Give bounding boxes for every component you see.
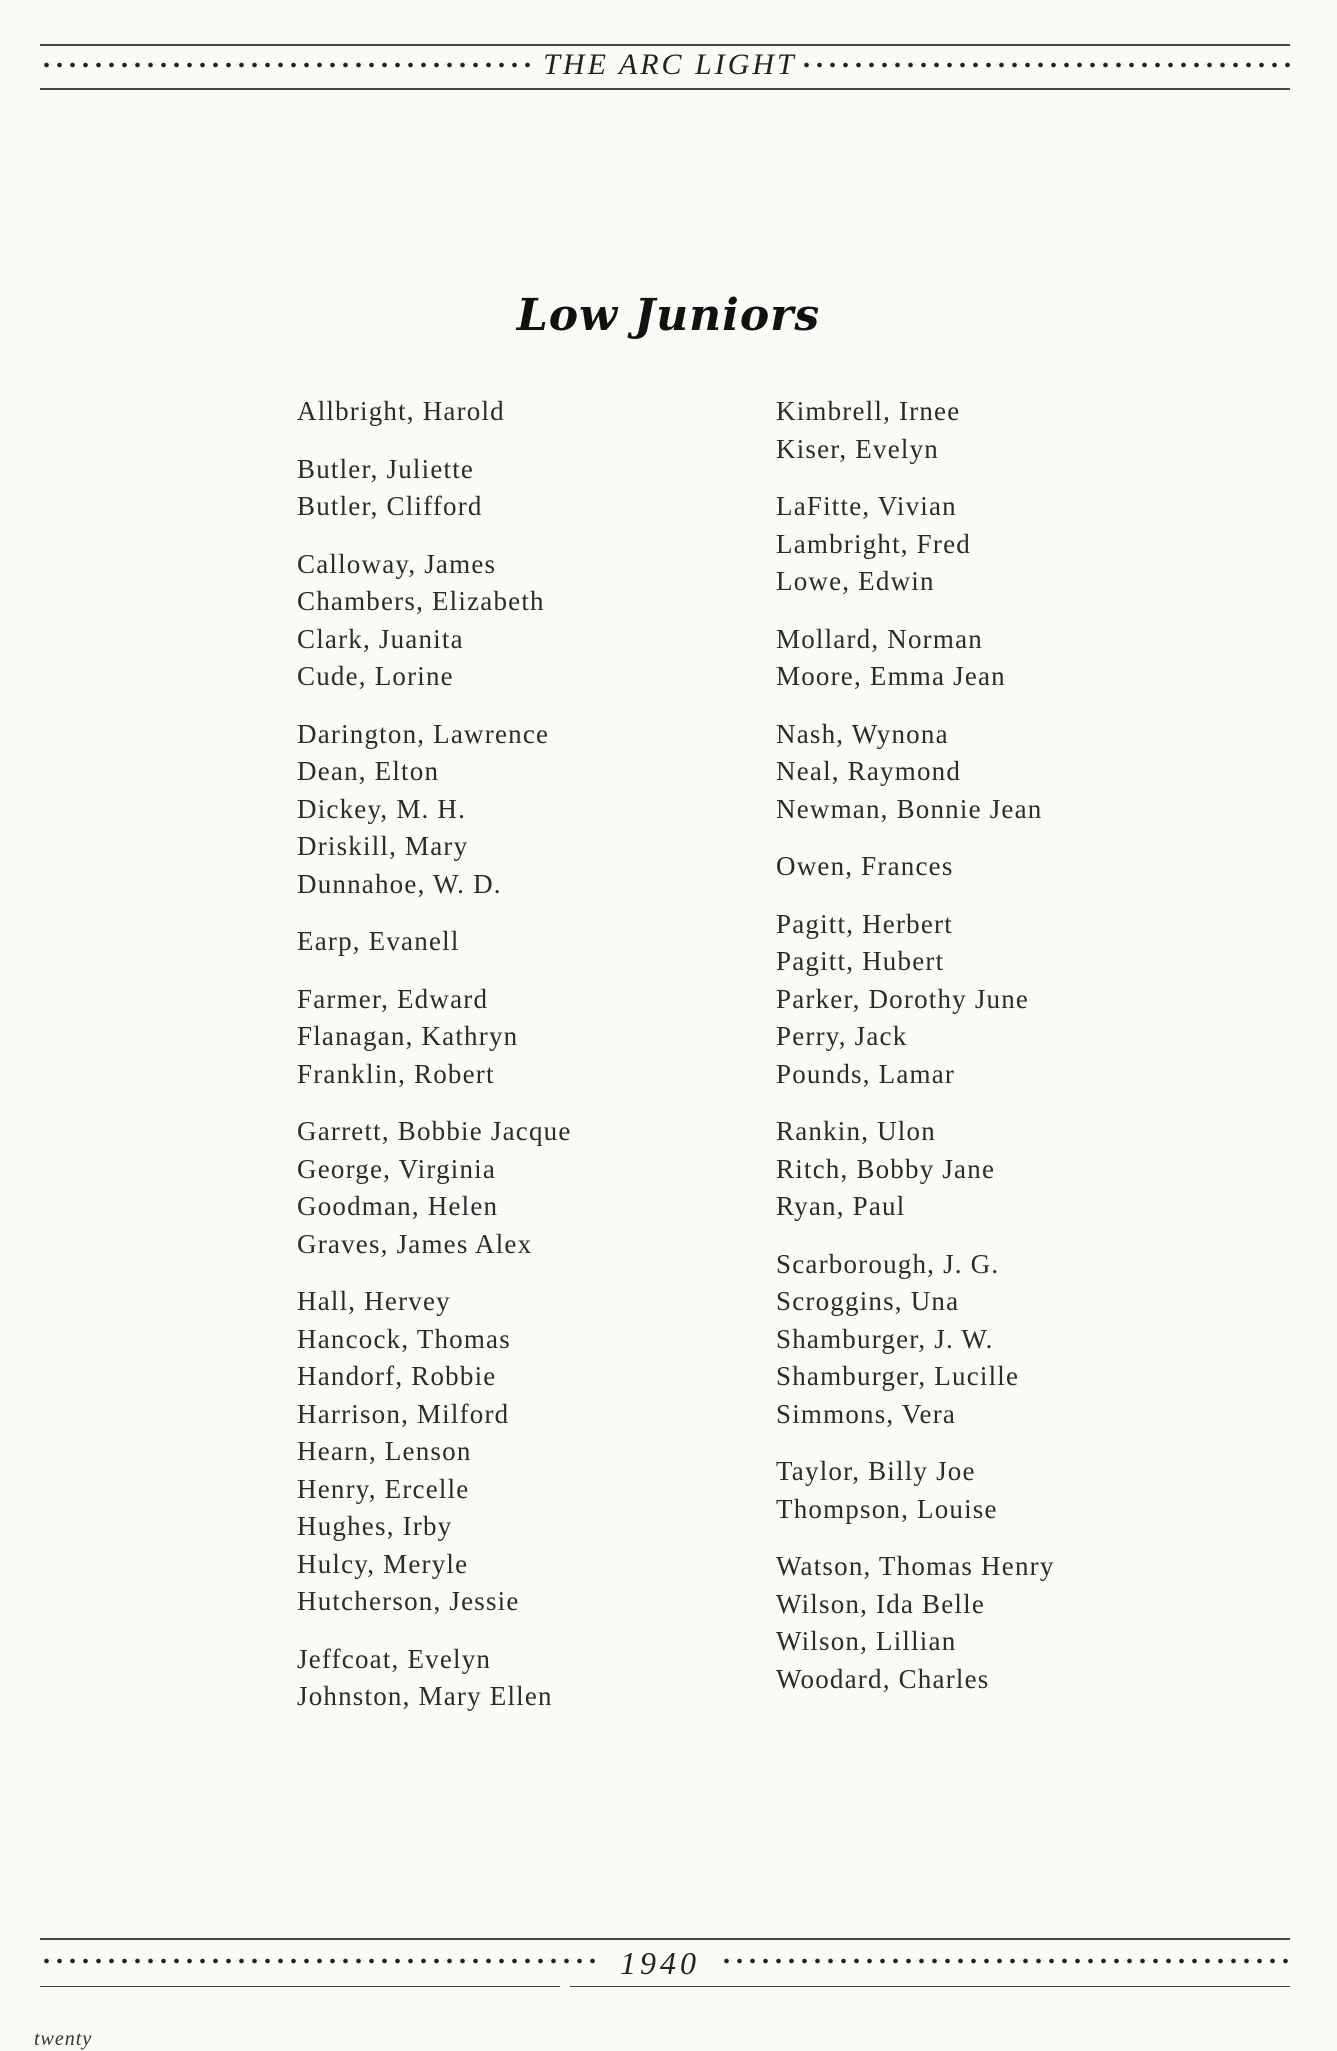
student-name: Dickey, M. H. <box>297 793 467 824</box>
student-name: Shamburger, Lucille <box>776 1361 1020 1391</box>
page-title: Low Juniors <box>516 290 821 341</box>
student-name: Dunnahoe, W. D. <box>297 868 502 899</box>
name-group <box>776 906 1055 1094</box>
student-name: Darington, Lawrence <box>297 718 550 749</box>
student-name: Hutcherson, Jessie <box>297 1586 520 1616</box>
left-name-column <box>297 393 572 1736</box>
student-name: Scarborough, J. G. <box>776 1248 1000 1279</box>
running-head: THE ARC LIGHT <box>543 48 797 81</box>
student-name: Moore, Emma Jean <box>776 661 1006 691</box>
student-name: Wilson, Ida Belle <box>776 1588 986 1619</box>
student-name: Lowe, Edwin <box>776 566 935 596</box>
student-name: Allbright, Harold <box>297 396 505 426</box>
student-name: Rankin, Ulon <box>776 1116 936 1146</box>
student-name: Goodman, Helen <box>297 1191 499 1221</box>
student-name: Mollard, Norman <box>776 623 983 654</box>
student-name: Hulcy, Meryle <box>297 1548 469 1579</box>
header-dotted-rule-left <box>40 62 535 68</box>
student-name: Jeffcoat, Evelyn <box>297 1643 492 1674</box>
student-name: Parker, Dorothy June <box>776 983 1030 1014</box>
student-name: Johnston, Mary Ellen <box>297 1681 553 1711</box>
name-group <box>776 1246 1055 1434</box>
name-group <box>776 1113 1055 1226</box>
student-name: Henry, Ercelle <box>297 1473 470 1504</box>
student-name: Kiser, Evelyn <box>776 433 939 464</box>
student-name: Pagitt, Hubert <box>776 946 945 976</box>
student-name: Cude, Lorine <box>297 661 454 691</box>
footer-dotted-rule-right <box>720 1958 1290 1964</box>
name-group <box>297 1113 572 1263</box>
name-group <box>776 1453 1055 1528</box>
name-group <box>297 923 572 961</box>
student-name: Newman, Bonnie Jean <box>776 793 1043 824</box>
name-group <box>297 1283 572 1621</box>
student-name: Scroggins, Una <box>776 1286 960 1316</box>
student-name: George, Virginia <box>297 1153 497 1184</box>
header-bottom-rule <box>40 88 1290 90</box>
student-name: Driskill, Mary <box>297 831 469 861</box>
name-group <box>297 1641 572 1716</box>
student-name: Farmer, Edward <box>297 983 489 1014</box>
student-name: Ryan, Paul <box>776 1191 906 1221</box>
name-group <box>297 451 572 526</box>
student-name: Taylor, Billy Joe <box>776 1456 976 1486</box>
header-top-rule <box>40 44 1290 46</box>
student-name: Graves, James Alex <box>297 1228 533 1259</box>
student-name: Harrison, Milford <box>297 1398 510 1429</box>
footer-top-rule <box>40 1938 1290 1940</box>
student-name: Woodard, Charles <box>776 1663 990 1694</box>
student-name: Pagitt, Herbert <box>776 908 953 939</box>
page-number-label: twenty <box>34 2028 93 2050</box>
student-name: Simmons, Vera <box>776 1398 957 1429</box>
student-name: Hall, Hervey <box>297 1286 451 1316</box>
student-name: Neal, Raymond <box>776 756 962 786</box>
right-name-column <box>776 393 1055 1718</box>
student-name: Owen, Frances <box>776 851 954 881</box>
student-name: LaFitte, Vivian <box>776 491 957 521</box>
name-group <box>776 488 1055 601</box>
student-name: Lambright, Fred <box>776 528 971 559</box>
student-name: Watson, Thomas Henry <box>776 1551 1055 1581</box>
student-name: Hughes, Irby <box>297 1511 453 1541</box>
name-group <box>776 716 1055 829</box>
student-name: Garrett, Bobbie Jacque <box>297 1116 572 1146</box>
header-dotted-rule-right <box>800 62 1290 68</box>
footer-bottom-rule <box>40 1986 560 1987</box>
name-group <box>776 1548 1055 1698</box>
name-group <box>776 393 1055 468</box>
student-name: Kimbrell, Irnee <box>776 396 961 426</box>
student-name: Wilson, Lillian <box>776 1626 957 1656</box>
publication-year: 1940 <box>620 1945 700 1981</box>
student-name: Earp, Evanell <box>297 926 460 956</box>
student-name: Chambers, Elizabeth <box>297 586 545 616</box>
student-name: Hearn, Lenson <box>297 1436 472 1466</box>
name-group <box>776 621 1055 696</box>
student-name: Flanagan, Kathryn <box>297 1021 519 1051</box>
student-name: Ritch, Bobby Jane <box>776 1153 996 1184</box>
student-name: Pounds, Lamar <box>776 1058 956 1089</box>
student-name: Hancock, Thomas <box>297 1323 511 1354</box>
student-name: Shamburger, J. W. <box>776 1323 994 1354</box>
name-group <box>297 716 572 904</box>
name-group <box>776 848 1055 886</box>
student-name: Butler, Clifford <box>297 491 483 521</box>
student-name: Clark, Juanita <box>297 623 464 654</box>
student-name: Nash, Wynona <box>776 718 949 749</box>
student-name: Perry, Jack <box>776 1021 908 1051</box>
name-group <box>297 546 572 696</box>
student-name: Calloway, James <box>297 548 497 579</box>
student-name: Butler, Juliette <box>297 453 475 484</box>
student-name: Handorf, Robbie <box>297 1361 497 1391</box>
student-name: Dean, Elton <box>297 756 440 786</box>
student-name: Thompson, Louise <box>776 1493 998 1524</box>
name-group <box>297 393 572 431</box>
name-group <box>297 981 572 1094</box>
footer-dotted-rule-left <box>40 1958 600 1964</box>
student-name: Franklin, Robert <box>297 1058 495 1089</box>
footer-bottom-rule-right <box>570 1986 1290 1987</box>
